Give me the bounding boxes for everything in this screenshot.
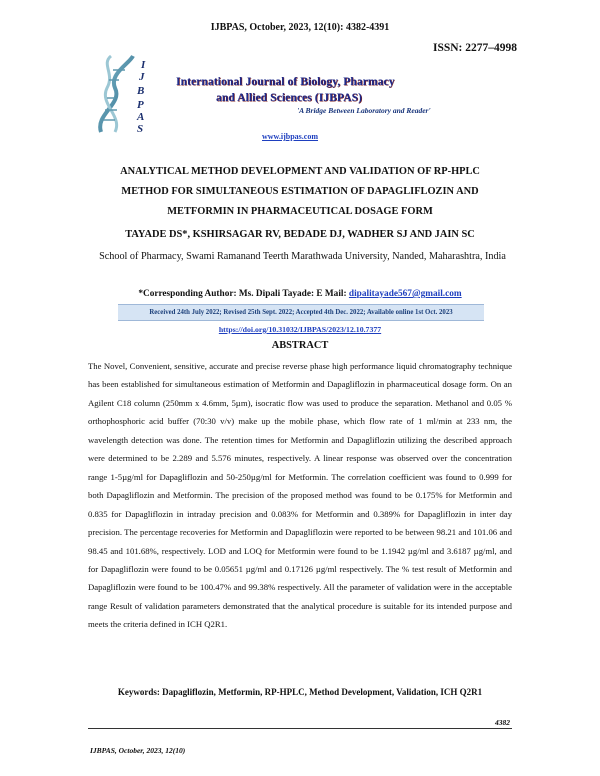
doi-link[interactable]: https://doi.org/10.31032/IJBPAS/2023/12.10.7377 <box>218 325 382 334</box>
journal-tagline: 'A Bridge Between Laboratory and Reader' <box>297 106 431 115</box>
journal-logo <box>93 54 159 134</box>
dna-helix-icon <box>93 54 159 134</box>
keywords-line: Keywords: Dapagliflozin, Metformin, RP-HPLC, Method Development, Validation, ICH Q2R1 <box>117 687 483 697</box>
footer-divider <box>88 728 512 729</box>
issn-label: ISSN: 2277–4998 <box>432 42 517 54</box>
logo-letter: P <box>137 99 144 111</box>
footer-citation: IJBPAS, October, 2023, 12(10) <box>90 746 186 755</box>
journal-title <box>176 74 456 106</box>
paper-title: ANALYTICAL METHOD DEVELOPMENT AND VALIDATION OF RP-HPLC METHOD FOR SIMULTANEOUS ESTIMATION OF DAPAGLIFLOZIN AND METFORMIN IN PHARMACEUTICAL DOSAGE FORM <box>120 166 480 217</box>
journal-website-link[interactable]: www.ijbpas.com <box>262 132 319 141</box>
logo-letter: I <box>141 59 146 71</box>
corresponding-author-label: *Corresponding Author: Ms. Dipali Tayade: E Mail: <box>138 289 349 299</box>
running-header-citation: IJBPAS, October, 2023, 12(10): 4382-4391 <box>210 22 390 33</box>
author-affiliation: School of Pharmacy, Swami Ramanand Teerth Marathwada University, Nanded, Maharashtra, India <box>99 251 506 262</box>
journal-title-line2: and Allied Sciences (IJBPAS) <box>216 92 363 104</box>
logo-letter: J <box>139 71 145 83</box>
logo-letter: S <box>137 123 144 134</box>
journal-title-line1: International Journal of Biology, Pharmacy <box>176 76 395 88</box>
corresponding-email-link[interactable]: dipalitayade567@gmail.com <box>348 289 462 299</box>
corresponding-author <box>0 289 600 299</box>
author-list: TAYADE DS*, KSHIRSAGAR RV, BEDADE DJ, WADHER SJ AND JAIN SC <box>125 229 475 240</box>
abstract-heading: ABSTRACT <box>271 340 329 351</box>
logo-letter: B <box>137 85 145 97</box>
logo-letter: A <box>137 111 145 123</box>
page-number: 4382 <box>495 718 510 727</box>
abstract-body: The Novel, Convenient, sensitive, accurate and precise reverse phase high performance liquid chromatography technique has been established for simultaneous estimation of Metformin and Dapagliflozin in pharmaceutical dosage form. On an Agilent C18 column (250mm x 4.6mm, 5µm), isocratic flow was used to produce the separation. Methanol and 0.05 % orthophosphoric acid buffer (70:30 v/v) make up the mobile phase, which flow rate of 1 ml/min at 233 nm, the wavelength detection was done. The retention times for Metformin and Dapagliflozin utilizing the described approach were determined to be 2.289 and 5.576 minutes, respectively. A linear response was observed over the concentration range 1-5µg/ml for Dapagliflozin and 50-250µg/ml for Metformin. The correlation coefficient was found to 0.999 for both Dapagliflozin and Metformin. The precision of the proposed method was found to be 0.175% for Metformin and 0.835 for Dapagliflozin in intraday precision and 0.083% for Metformin and 0.389% for Dapagliflozin in inter day precision. The percentage recoveries for Metformin and Dapagliflozin were reported to be between 98.21 and 101.06 and 98.45 and 101.68%, respectively. LOD and LOQ for Metformin were found to be 1.1942 µg/ml and 3.6187 µg/ml, and for Dapagliflozin were found to be 0.05651 µg/ml and 0.17126 µg/ml respectively. The % test result of Metformin and Dapagliflozin were found to be 100.47% and 99.38% respectively. All the parameter of validation were in the acceptable range Result of validation parameters demonstrated that the analytical procedure is suitable for its intended purpose and meets the criteria defined in ICH Q2R1. <box>88 361 512 630</box>
publication-dates-band: Received 24th July 2022; Revised 25th Sept. 2022; Accepted 4th Dec. 2022; Available online 1st Oct. 2023 <box>118 304 484 321</box>
